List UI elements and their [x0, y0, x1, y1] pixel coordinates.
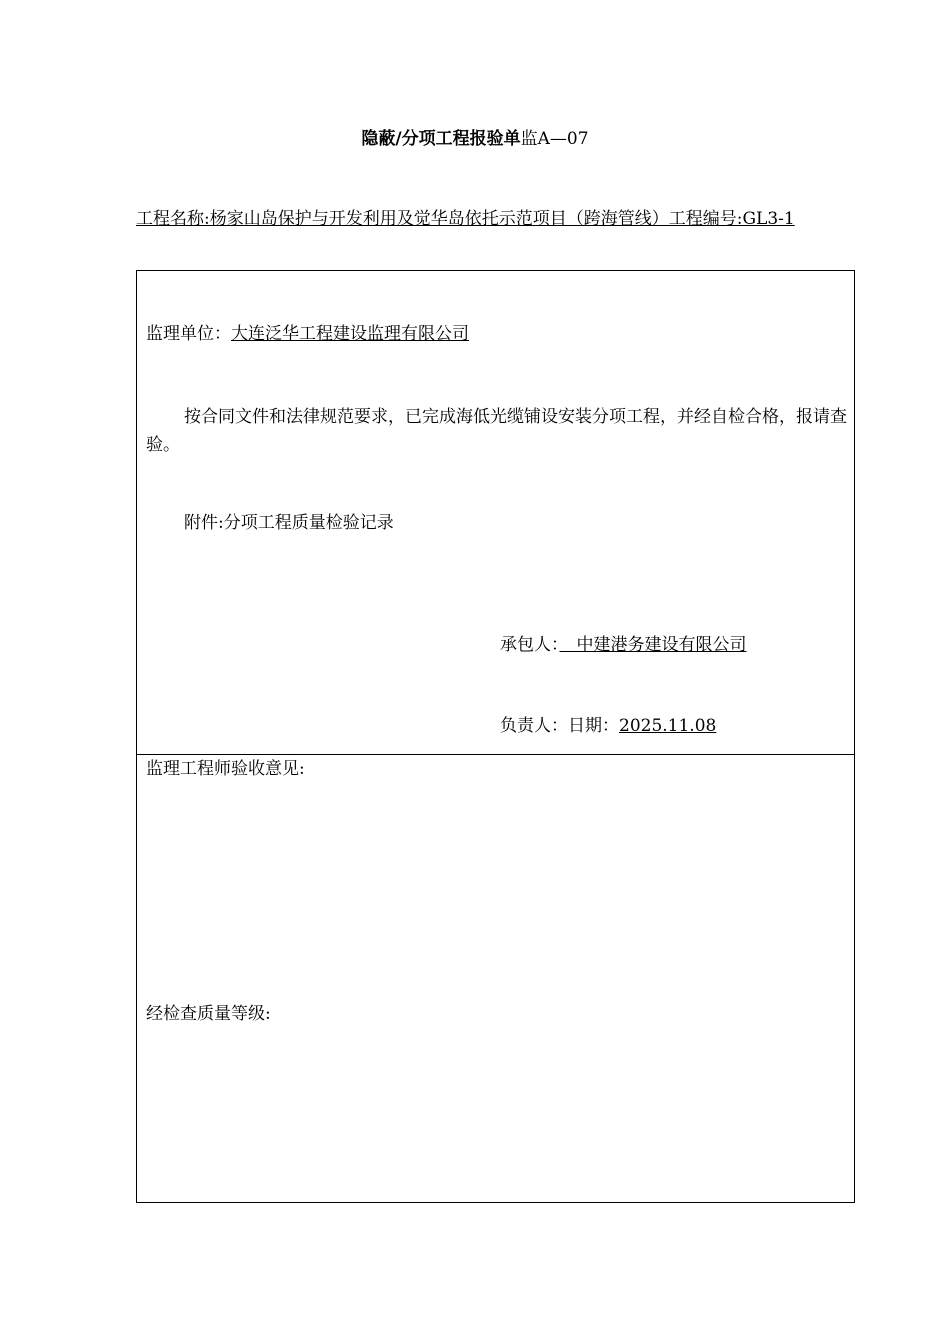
supervisor-unit-label: 监理单位： — [146, 324, 231, 344]
report-form-table — [136, 270, 855, 1203]
contractor-row — [500, 633, 747, 657]
contractor-label: 承包人： — [500, 635, 560, 655]
document-title — [0, 124, 950, 149]
form-title: 隐蔽/分项工程报验单 — [361, 129, 521, 149]
form-code: 监A—07 — [520, 129, 589, 149]
attachment-text: 附件:分项工程质量检验记录 — [184, 513, 394, 533]
responsible-date-row — [500, 714, 716, 738]
responsible-date-label: 负责人：日期： — [500, 716, 619, 736]
section-divider — [137, 754, 854, 755]
supervisor-unit-name: 大连泛华工程建设监理有限公司 — [231, 324, 469, 344]
quality-grade-label: 经检查质量等级: — [146, 1004, 271, 1024]
project-name-line: 工程名称:杨家山岛保护与开发利用及觉华岛依托示范项目（跨海管线）工程编号:GL3-1 — [136, 209, 795, 229]
report-body-text: 按合同文件和法律规范要求，已完成海低光缆铺设安装分项工程，并经自检合格，报请查验。 — [146, 407, 847, 455]
report-date: 2025.11.08 — [619, 716, 717, 736]
engineer-opinion-label: 监理工程师验收意见: — [146, 759, 305, 779]
supervisor-unit-row — [146, 322, 469, 346]
contractor-name: 中建港务建设有限公司 — [559, 635, 747, 655]
